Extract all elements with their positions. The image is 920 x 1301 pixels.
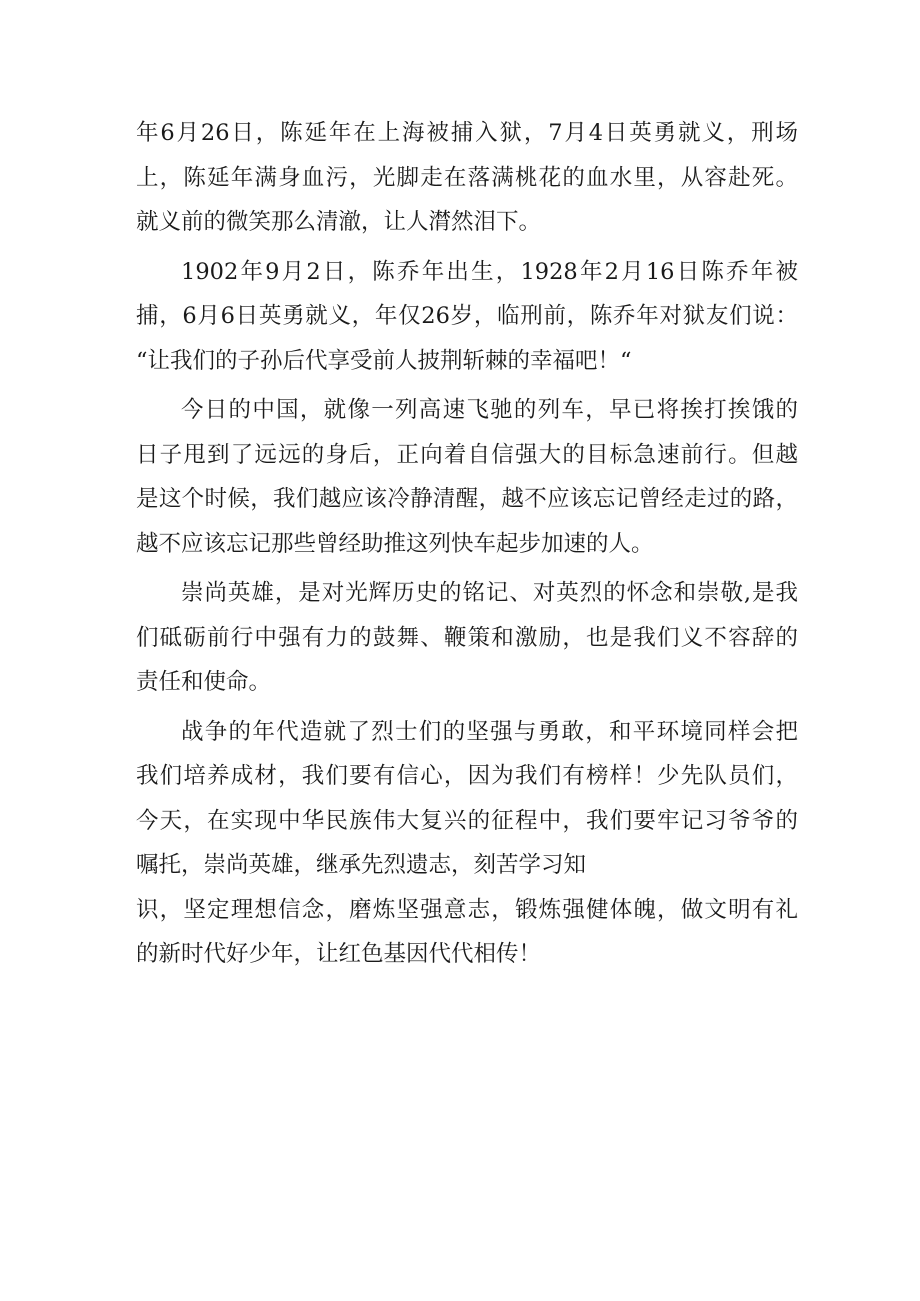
text-line: 年6月26日，陈延年在上海被捕入狱，7月4日英勇就义，刑场 [136, 120, 798, 146]
text-line: 我们培养成材，我们要有信心，因为我们有榜样！少先队员们， [136, 763, 798, 789]
text-line: 越不应该忘记那些曾经助推这列快车起步加速的人。 [136, 530, 654, 557]
text-line: 今天，在实现中华民族伟大复兴的征程中，我们要牢记习爷爷的 [136, 807, 798, 834]
text-line: 的新时代好少年，让红色基因代代相传！ [136, 941, 542, 967]
text-line: 捕，6月6日英勇就义，年仅26岁，临刑前，陈乔年对狱友们说： [136, 303, 798, 329]
paragraph-5 [136, 710, 798, 888]
text-line: 崇尚英雄，是对光辉历史的铭记、对英烈的怀念和崇敬,是我 [181, 580, 798, 606]
text-line: 责任和使命。 [136, 669, 272, 695]
text-line: 嘱托，崇尚英雄，继承先烈遗志，刻苦学习知 [136, 852, 587, 878]
document-body [136, 111, 798, 977]
text-line: 日子甩到了远远的身后，正向着自信强大的目标急速前行。但越 [136, 441, 798, 468]
text-line: 1902年9月2日，陈乔年出生，1928年2月16日陈乔年被 [181, 258, 798, 285]
text-line: 就义前的微笑那么清澈，让人潸然泪下。 [136, 209, 542, 235]
text-line: 是这个时候，我们越应该冷静清醒，越不应该忘记曾经走过的路， [136, 486, 798, 512]
text-line: 今日的中国，就像一列高速飞驰的列车，早已将挨打挨饿的 [181, 397, 798, 423]
text-line: 战争的年代造就了烈士们的坚强与勇敢，和平环境同样会把 [181, 718, 798, 745]
paragraph-3 [136, 388, 798, 566]
paragraph-4 [136, 571, 798, 705]
paragraph-1 [136, 111, 798, 245]
text-line: “让我们的子孙后代享受前人披荆斩棘的幸福吧！“ [136, 347, 632, 374]
text-line: 上，陈延年满身血污，光脚走在落满桃花的血水里，从容赴死。 [136, 164, 798, 191]
paragraph-6 [136, 888, 798, 977]
text-line: 识，坚定理想信念，磨炼坚强意志，锻炼强健体魄，做文明有礼 [136, 896, 798, 923]
paragraph-2 [136, 250, 798, 384]
text-line: 们砥砺前行中强有力的鼓舞、鞭策和激励，也是我们义不容辞的 [136, 624, 798, 651]
